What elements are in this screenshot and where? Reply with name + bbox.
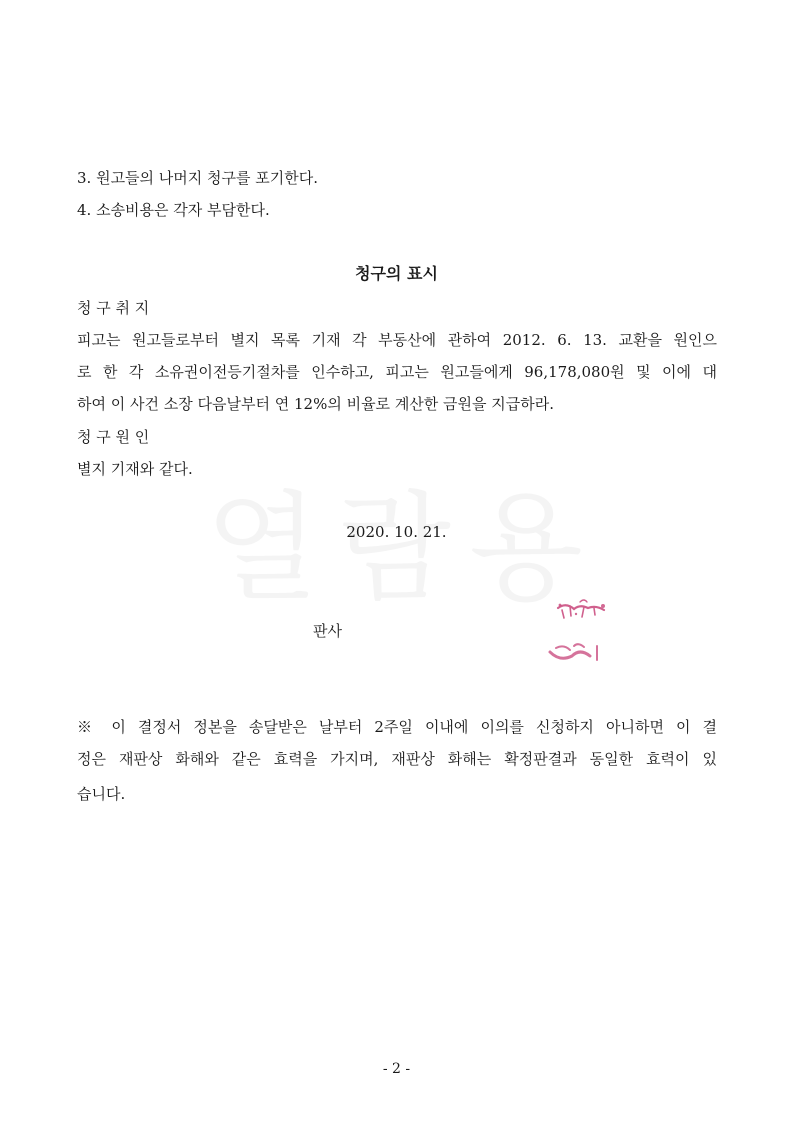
judge-label: 판사	[313, 622, 342, 640]
closing-item-3: 3. 원고들의 나머지 청구를 포기한다.	[77, 169, 319, 187]
notice-line: 습니다.	[77, 785, 126, 803]
claim-purpose-line: 피고는 원고들로부터 별지 목록 기재 각 부동산에 관하여 2012. 6. 13. 교환을 원인으	[77, 331, 717, 349]
claim-purpose-line: 하여 이 사건 소장 다음날부터 연 12%의 비율로 계산한 금원을 지급하라.	[77, 395, 555, 413]
claim-heading: 청구의 표시	[355, 264, 438, 283]
decision-date: 2020. 10. 21.	[346, 523, 447, 541]
notice-line: ※ 이 결정서 정본을 송달받은 날부터 2주일 이내에 이의를 신청하지 아니하면 이 결	[77, 718, 717, 736]
claim-cause-label: 청 구 원 인	[77, 428, 150, 446]
judge-seal-image	[540, 596, 610, 666]
claim-purpose-label: 청 구 취 지	[77, 299, 150, 317]
claim-cause-text: 별지 기재와 같다.	[77, 460, 193, 478]
notice-line: 정은 재판상 화해와 같은 효력을 가지며, 재판상 화해는 확정판결과 동일한 효력이 있	[77, 750, 717, 768]
watermark-text	[205, 478, 595, 618]
closing-item-4: 4. 소송비용은 각자 부담한다.	[77, 201, 270, 219]
claim-purpose-line: 로 한 각 소유권이전등기절차를 인수하고, 피고는 원고들에게 96,178,080원 및 이에 대	[77, 363, 717, 381]
page-number: - 2 -	[382, 1061, 411, 1077]
